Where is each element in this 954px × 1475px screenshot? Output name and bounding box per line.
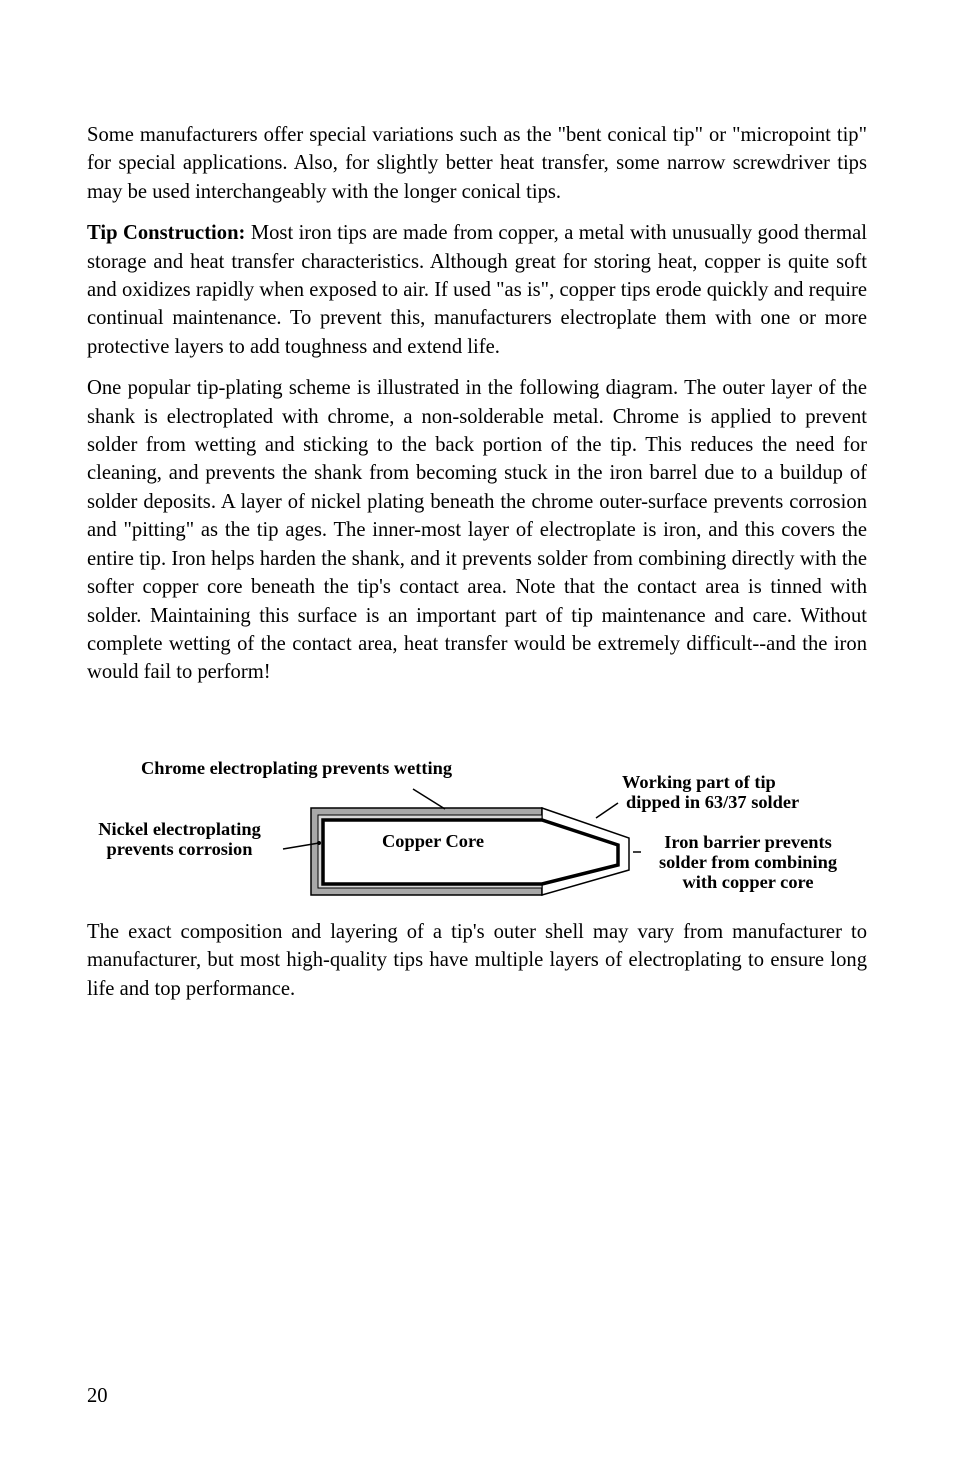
tip-construction-text: Most iron tips are made from copper, a metal with unusually good thermal storage and heat transfer characteristics. Although great for storing heat, copper is quite soft and oxidizes rapidly when exposed to air. If used "as is", copper tips erode quickly and require continual maintenance. To prevent this, manufacturers electroplate them with one or more protective layers to add toughness and extend life. bbox=[87, 222, 868, 358]
working-label-line1: Working part of tip bbox=[622, 771, 776, 792]
working-part-label bbox=[622, 772, 799, 812]
paragraph-tip-construction bbox=[87, 219, 867, 361]
paragraph-special-variations: Some manufacturers offer special variations such as the "bent conical tip" or "micropoint tip" for special applications. Also, for slightly better heat transfer, some narrow screwdriver tips may be used interchangeably with the longer conical tips. bbox=[87, 124, 867, 203]
working-label-line2: dipped in 63/37 solder bbox=[626, 791, 800, 812]
tip-plating-diagram bbox=[87, 728, 867, 898]
iron-label-line1: Iron barrier prevents bbox=[664, 831, 832, 852]
paragraph-composition: The exact composition and layering of a tip's outer shell may vary from manufacturer to manufacturer, but most high-quality tips have multiple layers of electroplating to ensure long life and top performance. bbox=[87, 920, 867, 1000]
paragraph-plating-scheme: One popular tip-plating scheme is illustrated in the following diagram. The outer layer of the shank is electroplated with chrome, a non-solderable metal. Chrome is applied to prevent solder from wetting and sticking to the back portion of the tip. This reduces the need for cleaning, and prevents the shank from becoming stuck in the iron barrel due to a buildup of solder deposits. A layer of nickel plating beneath the chrome outer-surface prevents corrosion and "pitting" as the tip ages. The inner-most layer of electroplate is iron, and this covers the entire tip. Iron helps harden the shank, and it prevents solder from combining directly with the softer copper core beneath the tip's contact area. Note that the contact area is tinned with solder. Maintaining this surface is an important part of tip maintenance and care. Without complete wetting of the contact area, heat transfer would be extremely difficult--and the iron would fail to perform! bbox=[87, 377, 867, 684]
copper-core-label: Copper Core bbox=[382, 830, 484, 851]
nickel-label-line2: prevents corrosion bbox=[106, 838, 253, 859]
tip-construction-heading: Tip Construction: bbox=[87, 222, 246, 245]
chrome-leader-line bbox=[413, 789, 445, 809]
nickel-label bbox=[87, 819, 272, 859]
iron-barrier-label bbox=[640, 832, 856, 892]
iron-label-line3: with copper core bbox=[682, 871, 814, 892]
page-number: 20 bbox=[87, 1385, 108, 1407]
nickel-label-line1: Nickel electroplating bbox=[98, 818, 261, 839]
chrome-label: Chrome electroplating prevents wetting bbox=[141, 757, 453, 778]
working-leader-line bbox=[596, 803, 618, 818]
iron-label-line2: solder from combining bbox=[658, 851, 838, 872]
page-body bbox=[87, 121, 867, 1016]
nickel-leader-dot bbox=[317, 841, 321, 845]
copper-core bbox=[323, 820, 618, 884]
